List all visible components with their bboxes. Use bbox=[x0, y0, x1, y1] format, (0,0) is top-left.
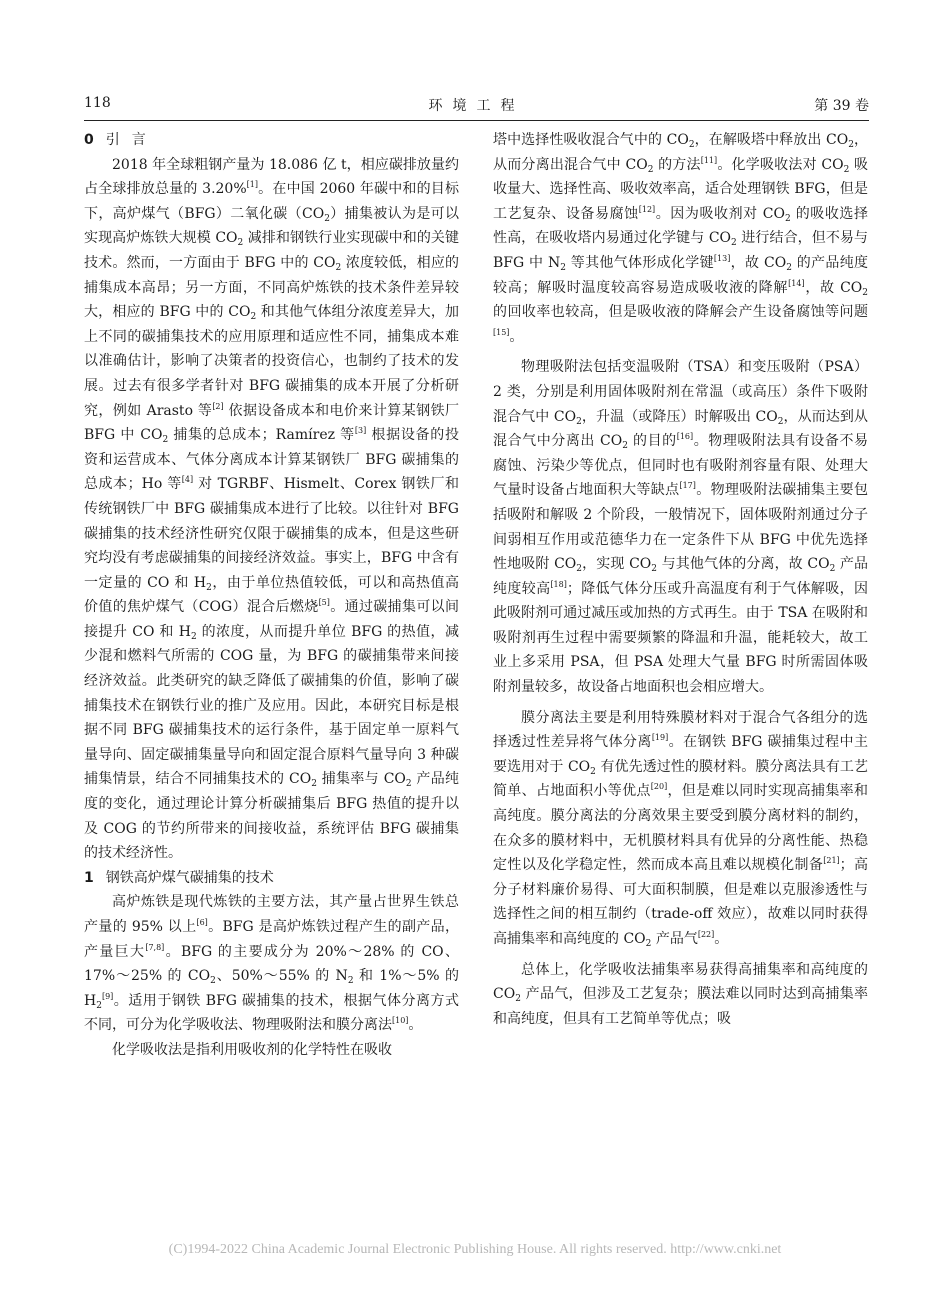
citation: [18] bbox=[550, 579, 567, 589]
paragraph-membrane: 膜分离法主要是利用特殊膜材料对于混合气各组分的选择透过性差异将气体分离[19]。在钢铁 BFG 碳捕集过程中主要选用对于 $CO_2$ 有优先透过性的膜材料。膜分离法具有工艺简单、占地面积小等优点[20]，但是难以同时实现高捕集率和高纯度。膜分离法的分离效果主要受到膜分离材料的制约，在众多的膜材料中，无机膜材料具有优异的分离性能、热稳定性以及化学稳定性，然而成本高且难以规模化制备[21]；高分子材料廉价易得、可大面积制膜，但是难以克服渗透性与选择性之间的相互制约（trade-off 效应），故难以同时获得高捕集率和高纯度的 $CO_2$ 产品气[22]。 bbox=[493, 709, 869, 949]
header-rule bbox=[84, 120, 869, 121]
citation: [7,8] bbox=[145, 942, 165, 952]
paragraph-chemical-cont: 塔中选择性吸收混合气中的 $CO_2$，在解吸塔中释放出 $CO_2$，从而分离出混合气中 $CO_2$ 的方法[11]。化学吸收法对 $CO_2$ 吸收量大、选择性高、吸收效率高，适合处理钢铁 BFG，但是工艺复杂、设备易腐蚀[12]。因为吸收剂对 $CO_2$ 的吸收选择性高，在吸收塔内易通过化学键与 $CO_2$ 进行结合，但不易与 BFG 中 $N_2$ 等其他气体形成化学键[13]，故 $CO_2$ 的产品纯度较高；解吸时温度较高容易造成吸收液的降解[14]，故 $CO_2$ 的回收率也较高，但是吸收液的降解会产生设备腐蚀等问题[15]。 bbox=[493, 132, 869, 345]
citation: [15] bbox=[493, 327, 510, 337]
section-heading-0 bbox=[84, 128, 459, 153]
citation: [21] bbox=[823, 856, 840, 866]
section-heading-1 bbox=[84, 866, 459, 891]
citation: [9] bbox=[101, 991, 114, 1001]
section-number: 0 bbox=[84, 132, 94, 148]
citation: [22] bbox=[697, 930, 715, 939]
paragraph-chemical-start: 化学吸收法是指利用吸收剂的化学特性在吸收 bbox=[112, 1041, 392, 1058]
paragraph-bfg: 高炉炼铁是现代炼铁的主要方法，其产量占世界生铁总产量的 95% 以上[6]。BFG 是高炉炼铁过程产生的副产品，产量巨大[7,8]。BFG 的主要成分为 20%～28% 的 CO、17%～25% 的 $CO_2$、50%～55% 的 $N_2$ 和 1%～5% 的 $H_2[9]$。适用于钢铁 BFG 碳捕集的技术，根据气体分离方式不同，可分为化学吸收法、物理吸附法和膜分离法[10]。 bbox=[84, 894, 459, 1034]
copyright-watermark: (C)1994-2022 China Academic Journal Electronic Publishing House. All rights reserved. http://www.cnki.net bbox=[168, 1242, 782, 1257]
section-title: 钢铁高炉煤气碳捕集的技术 bbox=[105, 869, 274, 886]
citation: [3] bbox=[354, 426, 367, 436]
paragraph-intro: 2018 年全球粗钢产量为 18.086 亿 t，相应碳排放量约占全球排放总量的 3.20%[1]。在中国 2060 年碳中和的目标下，高炉煤气（BFG）二氧化碳$(CO_2)$捕集被认为是可以实现高炉炼铁大规模 $CO_2$ 减排和钢铁行业实现碳中和的关键技术。然而，一方面由于 BFG 中的 $CO_2$ 浓度较低，相应的捕集成本高昂；另一方面，不同高炉炼铁的技术条件差异较大，相应的 BFG 中的 $CO_2$ 和其他气体组分浓度差异大，加上不同的碳捕集技术的应用原理和适应性不同，捕集成本难以准确估计，影响了决策者的投资信心，也制约了技术的发展。过去有很多学者针对 BFG 碳捕集的成本开展了分析研究，例如 Arasto 等[2] 依据设备成本和电价来计算某钢铁厂 BFG 中 $CO_2$ 捕集的总成本；Ramírez 等[3] 根据设备的投资和运营成本、气体分离成本计算某钢铁厂 BFG 碳捕集的总成本；Ho 等[4] 对 TGRBF、Hismelt、Corex 钢铁厂和传统钢铁厂中 BFG 碳捕集成本进行了比较。以往针对 BFG 碳捕集的技术经济性研究仅限于碳捕集的成本，但是这些研究均没有考虑碳捕集的间接经济效益。事实上，BFG 中含有一定量的 CO 和 $H_2$，由于单位热值较低，可以和高热值高价值的焦炉煤气（COG）混合后燃烧[5]。通过碳捕集可以间接提升 CO 和 $H_2$ 的浓度，从而提升单位 BFG 的热值，减少混和燃料气所需的 COG 量，为 BFG 的碳捕集带来间接经济效益。此类研究的缺乏降低了碳捕集的价值，影响了碳捕集技术在钢铁行业的推广及应用。因此，本研究目标是根据不同 BFG 碳捕集技术的运行条件，基于固定单一原料气量导向、固定碳捕集量导向和固定混合原料气量导向 3 种碳捕集情景，结合不同捕集技术的 $CO_2$ 捕集率与 $CO_2$ 产品纯度的变化，通过理论计算分析碳捕集后 BFG 热值的提升以及 COG 的节约所带来的间接收益，系统评估 BFG 碳捕集的技术经济性。 bbox=[84, 156, 460, 862]
citation: [1] bbox=[246, 180, 258, 190]
page-number: 118 bbox=[84, 95, 111, 111]
citation: [17] bbox=[679, 481, 696, 491]
section-title: 引言 bbox=[105, 132, 158, 148]
section-number: 1 bbox=[84, 869, 94, 886]
citation: [11] bbox=[700, 155, 718, 165]
citation: [16] bbox=[676, 432, 694, 442]
citation: [6] bbox=[196, 918, 208, 927]
paragraph-physical: 物理吸附法包括变温吸附（TSA）和变压吸附（PSA）2 类，分别是利用固体吸附剂在常温（或高压）条件下吸附混合气中 $CO_2$，升温（或降压）时解吸出 $CO_2$，从而达到从混合气中分离出 $CO_2$ 的目的[16]。物理吸附法具有设备不易腐蚀、污染少等优点，但同时也有吸附剂容量有限、处理大气量时设备占地面积大等缺点[17]。物理吸附法碳捕集主要包括吸附和解吸 2 个阶段，一般情况下，固体吸附剂通过分子间弱相互作用或范德华力在一定条件下从 BFG 中优先选择性地吸附 $CO_2$，实现 $CO_2$ 与其他气体的分离，故 $CO_2$ 产品纯度较高[18]；降低气体分压或升高温度有利于气体解吸，因此吸附剂可通过减压或加热的方式再生。由于 TSA 在吸附和吸附剂再生过程中需要频繁的降温和升温，能耗较大，故工业上多采用 PSA，但 PSA 处理大气量 BFG 时所需固体吸附剂量较多，故设备占地面积也会相应增大。 bbox=[493, 359, 869, 696]
citation: [5] bbox=[318, 598, 330, 608]
running-header bbox=[84, 95, 869, 119]
journal-title: 环境工程 bbox=[428, 98, 525, 114]
citation: [14] bbox=[788, 278, 805, 288]
citation: [13] bbox=[713, 253, 731, 263]
right-column bbox=[493, 128, 868, 1031]
citation: [10] bbox=[392, 1016, 409, 1026]
citation: [12] bbox=[638, 204, 656, 214]
citation: [4] bbox=[181, 475, 194, 485]
left-column bbox=[84, 128, 459, 1063]
citation: [2] bbox=[212, 401, 224, 411]
volume-label: 第 39 卷 bbox=[814, 98, 869, 114]
paragraph-summary: 总体上，化学吸收法捕集率易获得高捕集率和高纯度的 $CO_2$ 产品气，但涉及工艺复杂；膜法难以同时达到高捕集率和高纯度，但具有工艺简单等优点；吸 bbox=[493, 961, 868, 1027]
citation: [19] bbox=[651, 733, 669, 743]
citation: [20] bbox=[650, 782, 668, 792]
